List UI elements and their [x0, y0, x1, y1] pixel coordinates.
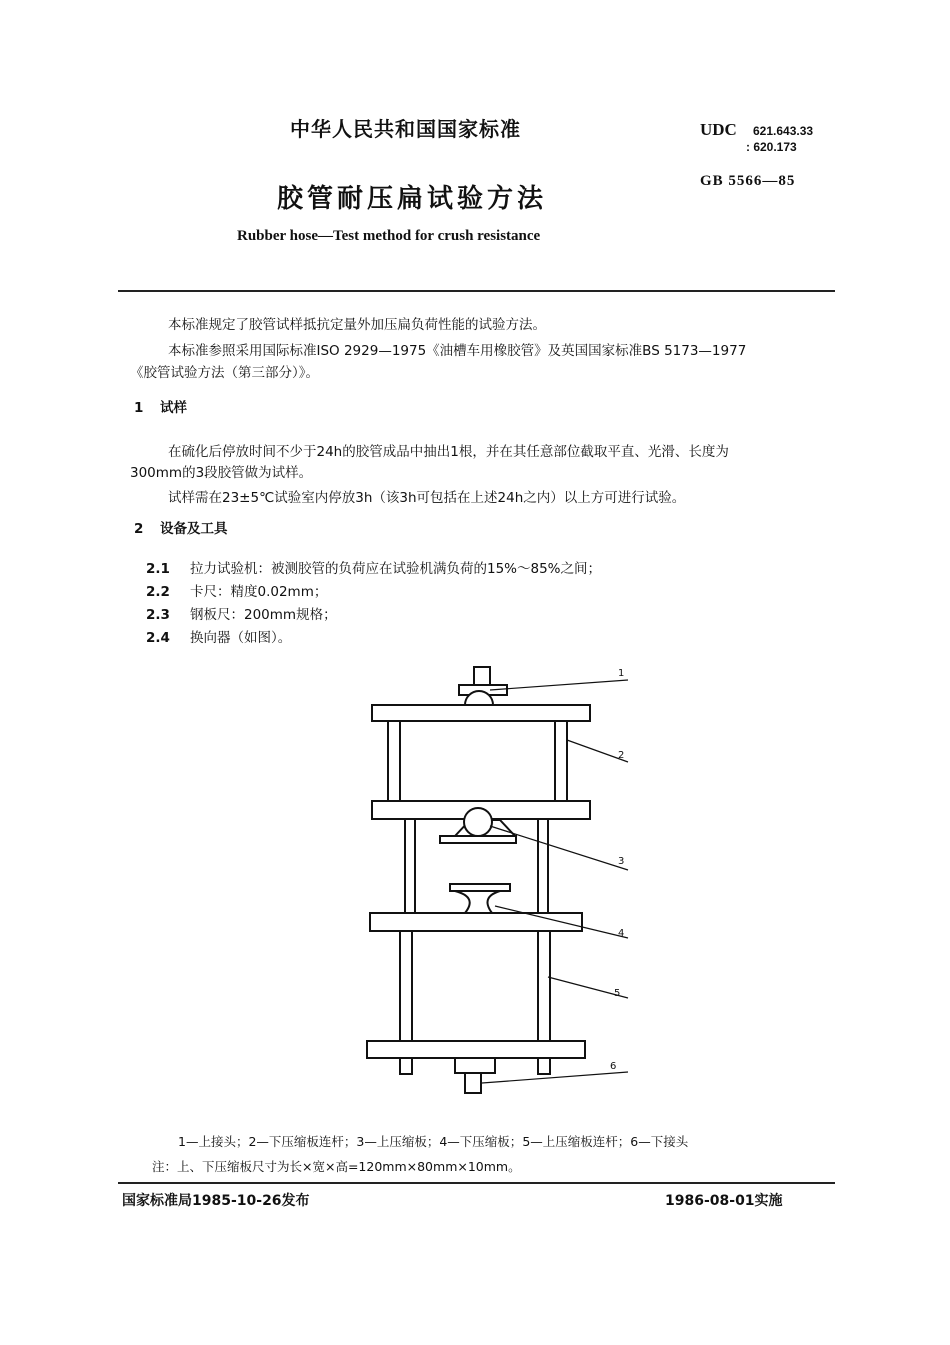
udc-code-line2: : 620.173 — [746, 140, 797, 154]
figure-label-2: 2 — [618, 750, 625, 761]
footer-divider — [118, 1182, 835, 1184]
right-inner-rod — [538, 819, 548, 914]
intro-paragraph-2-cont: 《胶管试验方法（第三部分）》。 — [130, 365, 319, 381]
right-outer-rod-upper — [555, 721, 567, 801]
figure-label-1: 1 — [618, 668, 625, 679]
udc-code-line1: 621.643.33 — [753, 124, 814, 138]
lower-plate — [370, 913, 582, 931]
section-title: 设备及工具 — [160, 521, 228, 537]
left-outer-rod-upper — [388, 721, 400, 801]
item-text: 换向器（如图）。 — [190, 630, 292, 646]
top-plate — [372, 705, 590, 721]
figure-label-4: 4 — [618, 928, 625, 939]
lower-press-support — [455, 891, 500, 913]
figure-label-3: 3 — [618, 856, 625, 867]
figure-label-5: 5 — [614, 988, 621, 999]
item-text: 钢板尺：200mm规格； — [190, 607, 337, 623]
leader-line-6 — [482, 1072, 628, 1083]
right-foot — [538, 1058, 550, 1074]
bottom-plate — [367, 1041, 585, 1058]
left-inner-rod — [405, 819, 415, 914]
item-text: 卡尺：精度0.02mm； — [190, 584, 328, 600]
item-number: 2.2 — [146, 584, 170, 600]
section-1-paragraph-1-cont: 300mm的3段胶管做为试样。 — [130, 465, 313, 481]
issuing-org: 中华人民共和国国家标准 — [290, 117, 521, 141]
section-1-paragraph-2: 试样需在23±5℃试验室内停放3h（该3h可包括在上述24h之内）以上方可进行试验。 — [168, 490, 686, 506]
section-number: 2 — [134, 521, 144, 537]
middle-ball-joint — [464, 808, 492, 836]
lower-compression-plate — [450, 884, 510, 891]
figure-caption: 1—上接头；2—下压缩板连杆；3—上压缩板；4—下压缩板；5—上压缩板连杆；6—下接头 — [178, 1134, 689, 1149]
section-number: 1 — [134, 400, 144, 416]
lower-connector-stem — [465, 1073, 481, 1093]
figure-label-6: 6 — [610, 1061, 617, 1072]
section-title: 试样 — [160, 400, 187, 416]
item-number: 2.1 — [146, 561, 170, 577]
leader-line-1 — [490, 680, 628, 690]
left-foot — [400, 1058, 412, 1074]
upper-connector-stem — [474, 667, 490, 685]
page-title: 胶管耐压扁试验方法 — [277, 184, 548, 214]
section-1-paragraph-1: 在硫化后停放时间不少于24h的胶管成品中抽出1根，并在其任意部位截取平直、光滑、长度为 — [168, 444, 729, 460]
issue-date: 国家标准局1985-10-26发布 — [122, 1193, 310, 1209]
upper-compression-plate — [440, 836, 516, 843]
intro-paragraph-1: 本标准规定了胶管试样抵抗定量外加压扁负荷性能的试验方法。 — [168, 317, 546, 333]
left-outer-rod-lower — [400, 931, 412, 1041]
right-outer-rod-lower — [538, 931, 550, 1041]
item-number: 2.3 — [146, 607, 170, 623]
item-number: 2.4 — [146, 630, 170, 646]
lower-connector-base — [455, 1058, 495, 1073]
standard-code: GB 5566—85 — [700, 173, 796, 189]
effective-date: 1986-08-01实施 — [665, 1193, 783, 1209]
english-title: Rubber hose—Test method for crush resistance — [237, 228, 541, 244]
item-text: 拉力试验机：被测胶管的负荷应在试验机满负荷的15%～85%之间； — [190, 561, 602, 577]
leader-line-3 — [490, 826, 628, 870]
figure-note: 注：上、下压缩板尺寸为长×宽×高=120mm×80mm×10mm。 — [152, 1159, 521, 1174]
intro-paragraph-2: 本标准参照采用国际标准ISO 2929—1975《油槽车用橡胶管》及英国国家标准BS 5173—1977 — [168, 343, 747, 359]
udc-label: UDC — [700, 120, 737, 139]
